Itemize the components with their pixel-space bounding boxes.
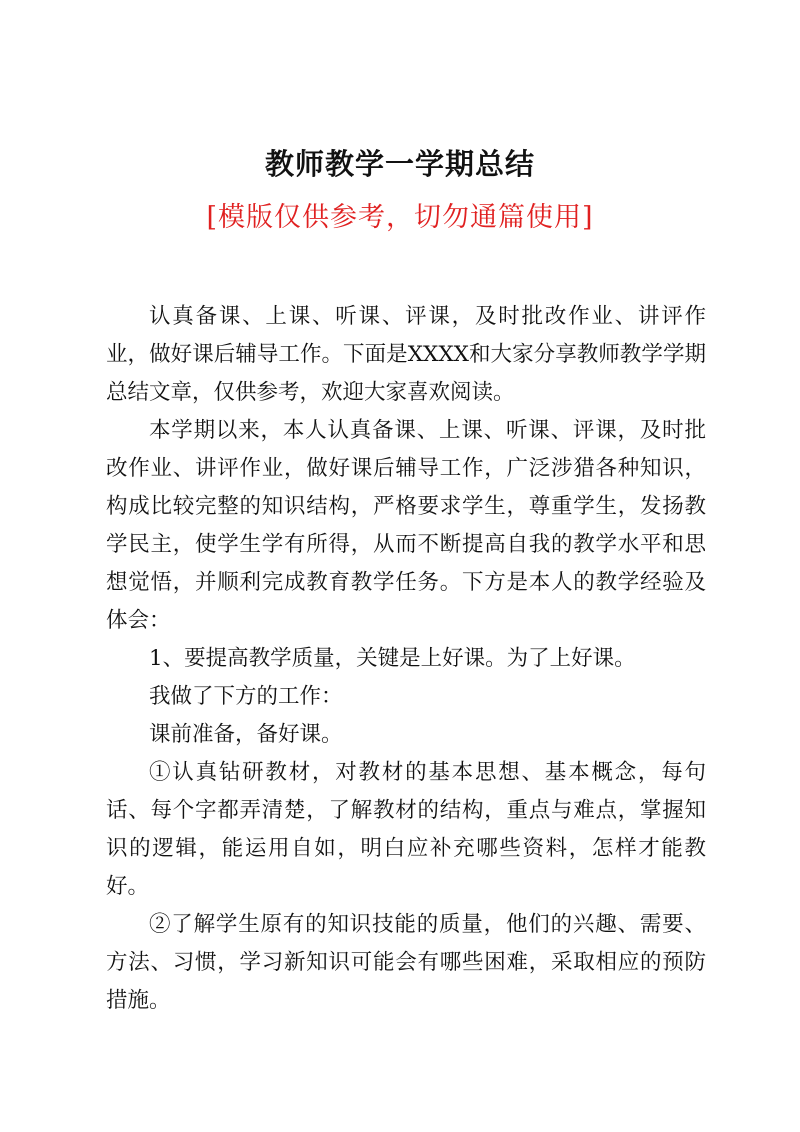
paragraph-point-1: 1、要提高教学质量，关键是上好课。为了上好课。 xyxy=(149,646,636,671)
paragraph-summary: 本学期以来，本人认真备课、上课、听课、评课，及时批改作业、讲评作业，做好课后辅导工作，广泛涉猎各种知识，构成比较完整的知识结构，严格要求学生，尊重学生，发扬教学民主，使学生学有所得，从而不断提高自我的教学水平和思想觉悟，并顺利完成教育教学任务。下方是本人的教学经验及体会： xyxy=(106,418,706,633)
paragraph-item-1: ①认真钻研教材，对教材的基本思想、基本概念，每句话、每个字都弄清楚，了解教材的结构，重点与难点，掌握知识的逻辑，能运用自如，明白应补充哪些资料，怎样才能教好。 xyxy=(106,760,706,899)
template-notice: [模版仅供参考，切勿通篇使用] xyxy=(206,202,594,233)
paragraph-intro: 认真备课、上课、听课、评课，及时批改作业、讲评作业，做好课后辅导工作。下面是XXXX和大家分享教师教学学期总结文章，仅供参考，欢迎大家喜欢阅读。 xyxy=(106,304,706,405)
document-title: 教师教学一学期总结 xyxy=(264,147,535,181)
paragraph-prep: 课前准备，备好课。 xyxy=(149,722,343,747)
paragraph-work-intro: 我做了下方的工作： xyxy=(149,684,343,709)
document-body xyxy=(106,298,706,1020)
paragraph-item-2: ②了解学生原有的知识技能的质量，他们的兴趣、需要、方法、习惯，学习新知识可能会有哪些困难，采取相应的预防措施。 xyxy=(106,912,706,1013)
